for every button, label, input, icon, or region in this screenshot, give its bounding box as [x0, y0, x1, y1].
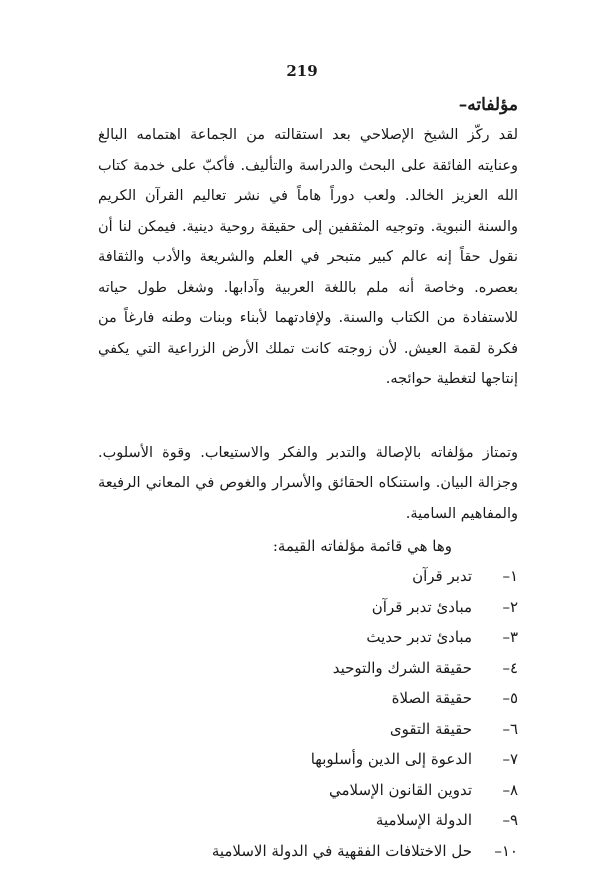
list-item	[98, 683, 518, 714]
list-item	[98, 836, 518, 867]
paragraph-2: وتمتاز مؤلفاته بالإصالة والتدبر والفكر والاستيعاب. وقوة الأسلوب. وجزالة البيان. واستنكاه الحقائق والأسرار والغوص في المعاني الرفيعة والمفاهيم السامية.	[98, 444, 518, 522]
item-number: ٦–	[502, 719, 518, 738]
item-title: تدبر قرآن	[412, 567, 472, 585]
list-item	[98, 775, 518, 806]
item-title: مبادئ تدبر حديث	[366, 628, 472, 646]
heading-title: مؤلفاته	[467, 95, 518, 115]
item-title: تدوين القانون الإسلامي	[328, 780, 472, 799]
page-content	[98, 90, 518, 866]
item-number: ٣–	[502, 628, 518, 646]
item-title: الدعوة إلى الدين وأسلوبها	[310, 750, 472, 768]
works-list	[98, 561, 518, 866]
item-title: الدولة الإسلامية	[375, 811, 472, 829]
list-intro: وها هي قائمة مؤلفاته القيمة:	[272, 537, 452, 555]
list-item	[98, 561, 518, 592]
page-number: 219	[286, 62, 318, 80]
list-item	[98, 805, 518, 836]
item-number: ٨–	[502, 780, 518, 799]
list-item	[98, 592, 518, 623]
item-number: ٤–	[502, 658, 518, 677]
section-heading	[98, 90, 518, 120]
list-item	[98, 744, 518, 775]
item-title: مبادئ تدبر قرآن	[371, 597, 472, 616]
item-title: حقيقة الصلاة	[391, 689, 472, 707]
list-item	[98, 714, 518, 745]
paragraph-1: لقد ركّز الشيخ الإصلاحي بعد استقالته من الجماعة اهتمامه البالغ وعنايته الفائقة على البحث والدراسة والتأليف. فأكبّ على خدمة كتاب الله العزيز الخالد. ولعب دوراً هاماً في نشر تعاليم القرآن الكريم والسنة النبوية. وتوجيه المثقفين إلى حقيقة روحية دينية. فيمكن لنا أن نقول حقاً إنه عالم كبير متبحر في العلم والشريعة والأدب والثقافة بعصره. وخاصة أنه ملم باللغة العربية وآدابها. وشغل طول حياته للاستفادة من الكتاب والسنة. ولإفادتهما لأبناء وبنات وطنه فارغاً من فكرة لقمة العيش. لأن زوجته كانت تملك الأرض الزراعية التي يكفي إنتاجها لتغطية حوائجه.	[98, 127, 518, 387]
list-item	[98, 622, 518, 653]
item-number: ٥–	[502, 689, 518, 707]
item-title: حل الاختلافات الفقهية في الدولة الاسلامية	[211, 841, 472, 860]
item-title: حقيقة الشرك والتوحيد	[332, 658, 472, 677]
heading-dash: –	[458, 95, 468, 115]
list-item	[98, 653, 518, 684]
item-number: ٩–	[502, 811, 518, 829]
item-number: ٢–	[502, 597, 518, 616]
item-title: حقيقة التقوى	[389, 719, 472, 738]
item-number: ٧–	[502, 750, 518, 768]
item-number: ١٠–	[494, 841, 518, 860]
item-number: ١–	[502, 567, 518, 585]
